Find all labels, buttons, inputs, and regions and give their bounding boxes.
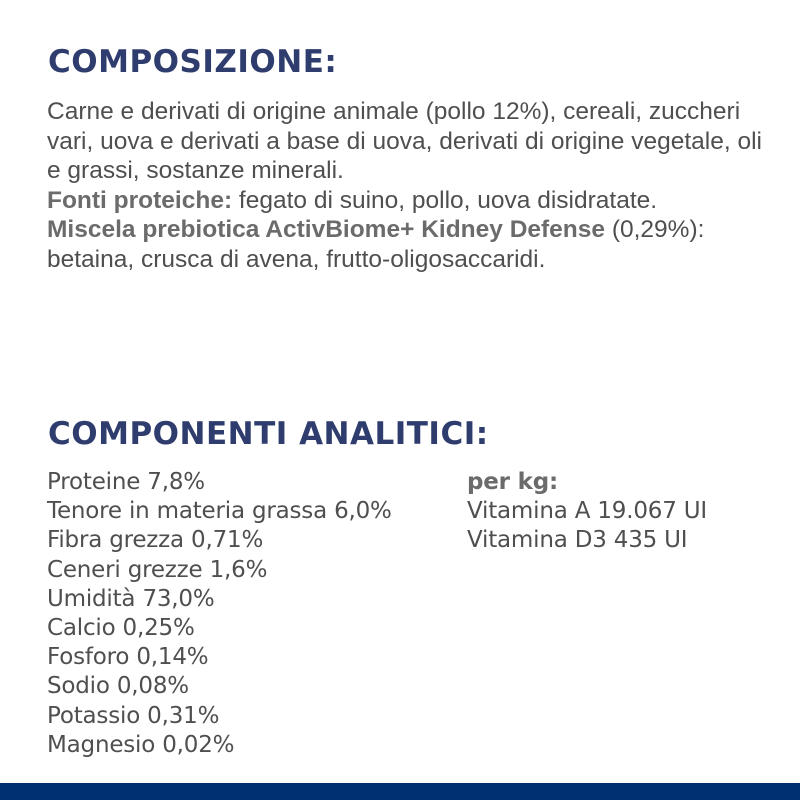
bottom-brand-band [0,783,800,800]
protein-sources-label: Fonti proteiche: [47,186,233,214]
composition-section [47,97,767,274]
analytical-item-protein: Proteine 7,8% [47,469,205,495]
prebiotic-blend-label: Miscela prebiotica ActivBiome+ Kidney Defense [47,216,606,243]
analytical-components-heading: COMPONENTI ANALITICI: [48,416,489,452]
vitamin-a: Vitamina A 19.067 UI [467,498,707,525]
analytical-item-magnesium: Magnesio 0,02% [47,731,235,758]
analytical-item-fat: Tenore in materia grassa 6,0% [47,498,392,525]
analytical-item-sodium: Sodio 0,08% [47,673,189,700]
protein-sources [47,186,767,216]
analytical-components-list [47,468,392,760]
analytical-item-fiber: Fibra grezza 0,71% [47,527,264,554]
prebiotic-blend [47,215,767,274]
analytical-item-calcium: Calcio 0,25% [47,615,195,642]
vitamin-d3: Vitamina D3 435 UI [467,527,688,554]
per-kg-list [467,468,707,556]
analytical-item-moisture: Umidità 73,0% [47,585,215,612]
prebiotic-blend-text: (0,29%): betaina, crusca di avena, frutto-oligosaccaridi. [47,216,705,273]
protein-sources-text: fegato di suino, pollo, uova disidratate. [232,186,658,214]
ingredients-text: Carne e derivati di origine animale (pollo 12%), cereali, zuccheri vari, uova e derivati a base di uova, derivati di origine vegetale, oli e grassi, sostanze minerali. [47,98,762,184]
analytical-item-ash: Ceneri grezze 1,6% [47,556,268,583]
analytical-item-potassium: Potassio 0,31% [47,702,220,729]
analytical-item-phosphorus: Fosforo 0,14% [47,644,209,671]
per-kg-label: per kg: [467,469,558,495]
composition-heading: COMPOSIZIONE: [48,44,338,80]
